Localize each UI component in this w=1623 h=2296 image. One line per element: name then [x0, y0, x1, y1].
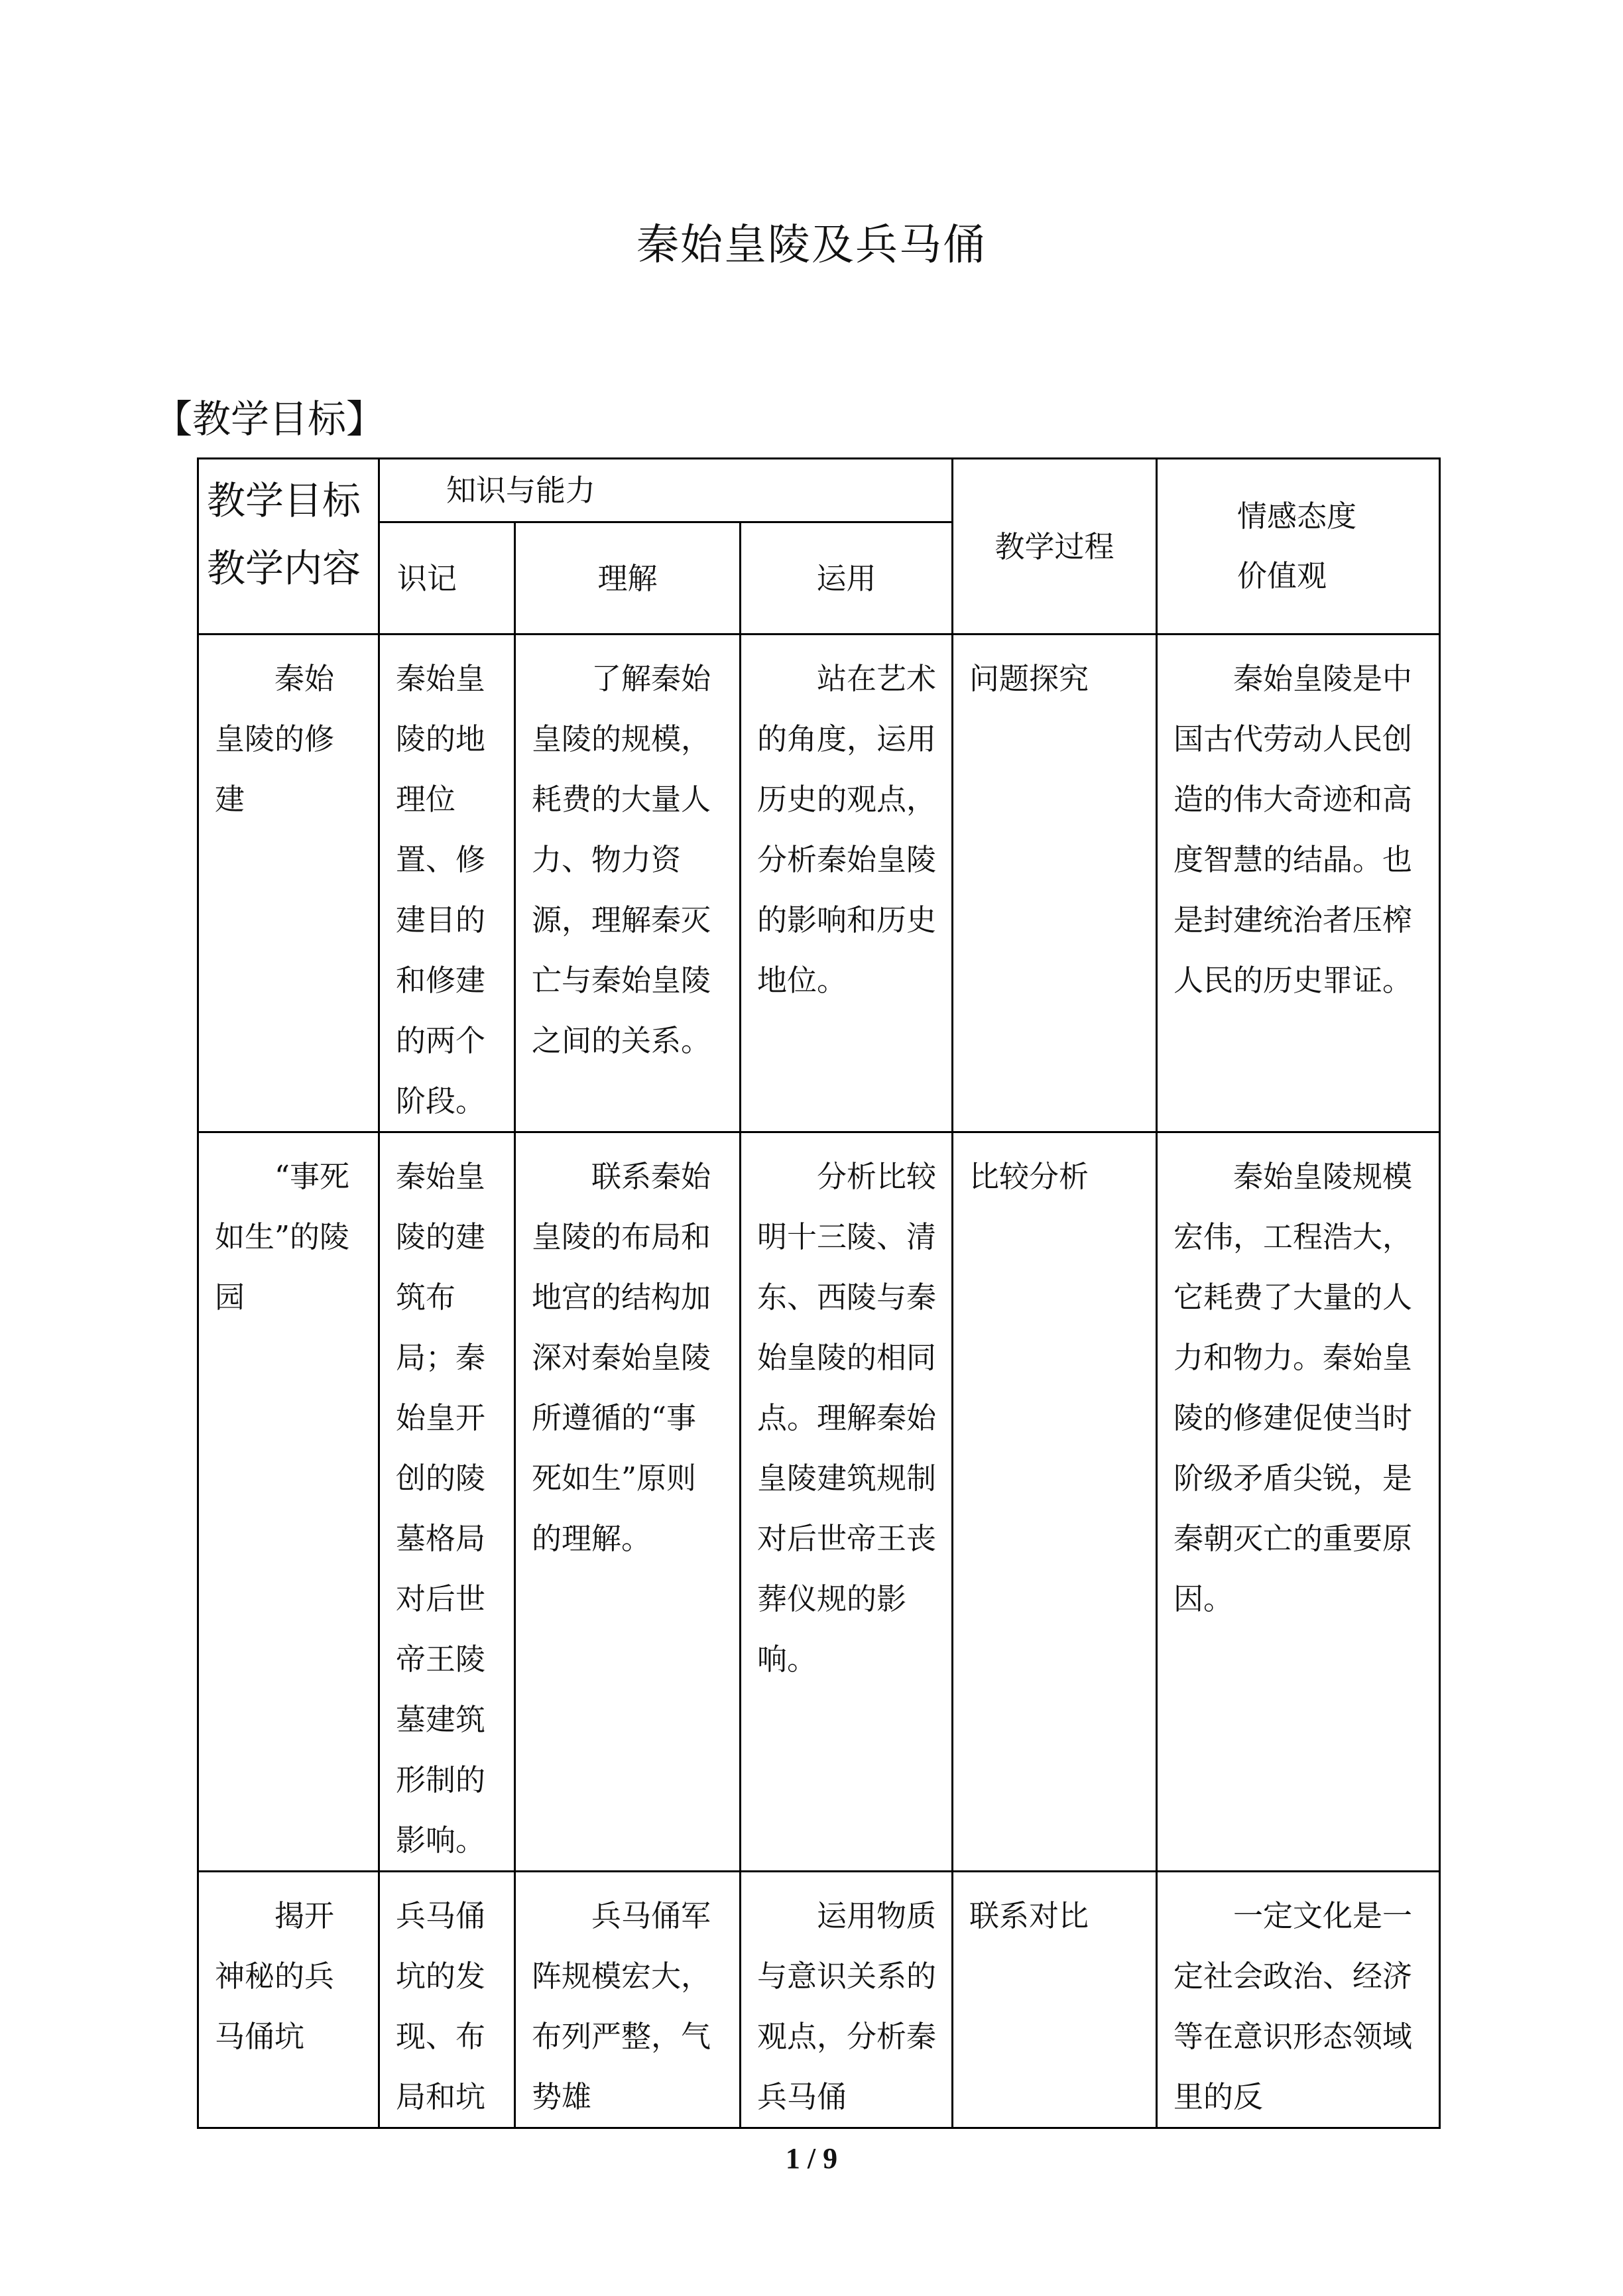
section-heading: 【教学目标】 [154, 396, 385, 442]
understand-text: 兵马俑军阵规模宏大，布列严整，气势雄 [532, 1898, 711, 2114]
header-remember [379, 522, 515, 634]
corner-header-cell [198, 459, 379, 634]
apply-cell [741, 634, 953, 1132]
table-row [198, 634, 1440, 1132]
objectives-table [197, 457, 1441, 2129]
content-cell [198, 1872, 379, 2128]
content-text: 秦始皇陵的修建 [215, 661, 335, 817]
remember-text: 秦始皇陵的地理位置、修建目的和修建的两个阶段。 [396, 661, 486, 1118]
apply-cell [741, 1872, 953, 2128]
content-text: 揭开神秘的兵马俑坑 [215, 1898, 335, 2054]
emotion-cell [1157, 1872, 1440, 2128]
process-text: 问题探究 [969, 661, 1089, 696]
header-understand-label: 理解 [597, 560, 658, 596]
content-cell [198, 1132, 379, 1872]
apply-text: 运用物质与意识关系的观点，分析秦兵马俑 [757, 1898, 937, 2114]
table-row [198, 1872, 1440, 2128]
content-text: “事死如生”的陵园 [215, 1159, 350, 1315]
emotion-text: 秦始皇陵规模宏伟，工程浩大，它耗费了大量的人力和物力。秦始皇陵的修建促使当时阶级矛盾尖锐，是秦朝灭亡的重要原因。 [1173, 1159, 1413, 1616]
corner-top-label: 教学目标 [207, 478, 361, 523]
understand-cell [515, 634, 741, 1132]
header-understand [515, 522, 741, 634]
process-cell [953, 1132, 1157, 1872]
understand-cell [515, 1132, 741, 1872]
remember-text: 兵马俑坑的发现、布局和坑 [396, 1898, 486, 2114]
page-title: 秦始皇陵及兵马俑 [636, 221, 987, 270]
process-header: 教学过程 [953, 459, 1157, 634]
page-number: 1 / 9 [785, 2142, 838, 2175]
header-apply-label: 运用 [816, 560, 876, 596]
emotion-header-cell [1157, 459, 1440, 634]
table-row [198, 1132, 1440, 1872]
remember-cell [379, 1872, 515, 2128]
emotion-header-line2: 价值观 [1237, 558, 1327, 593]
process-cell [953, 634, 1157, 1132]
process-text: 比较分析 [969, 1159, 1089, 1194]
remember-cell [379, 634, 515, 1132]
process-text: 联系对比 [969, 1898, 1089, 1933]
apply-text: 分析比较明十三陵、清东、西陵与秦始皇陵的相同点。理解秦始皇陵建筑规制对后世帝王丧葬仪规的影响。 [757, 1159, 937, 1677]
emotion-header-line1: 情感态度 [1237, 499, 1357, 534]
emotion-cell [1157, 1132, 1440, 1872]
emotion-cell [1157, 634, 1440, 1132]
apply-cell [741, 1132, 953, 1872]
apply-text: 站在艺术的角度，运用历史的观点，分析秦始皇陵的影响和历史地位。 [757, 661, 937, 998]
remember-text: 秦始皇陵的建筑布局；秦始皇开创的陵墓格局对后世帝王陵墓建筑形制的影响。 [396, 1159, 486, 1858]
header-apply [741, 522, 953, 634]
corner-bottom-label: 教学内容 [207, 546, 361, 591]
understand-text: 了解秦始皇陵的规模，耗费的大量人力、物力资源，理解秦灭亡与秦始皇陵之间的关系。 [532, 661, 711, 1058]
content-cell [198, 634, 379, 1132]
understand-text: 联系秦始皇陵的布局和地宫的结构加深对秦始皇陵所遵循的“事死如生”原则的理解。 [532, 1159, 711, 1556]
knowledge-ability-header: 知识与能力 [379, 459, 953, 522]
emotion-text: 一定文化是一定社会政治、经济等在意识形态领域里的反 [1173, 1898, 1413, 2114]
understand-cell [515, 1872, 741, 2128]
emotion-text: 秦始皇陵是中国古代劳动人民创造的伟大奇迹和高度智慧的结晶。也是封建统治者压榨人民的历史罪证。 [1173, 661, 1413, 998]
header-remember-label: 识记 [397, 560, 457, 596]
process-cell [953, 1872, 1157, 2128]
remember-cell [379, 1132, 515, 1872]
